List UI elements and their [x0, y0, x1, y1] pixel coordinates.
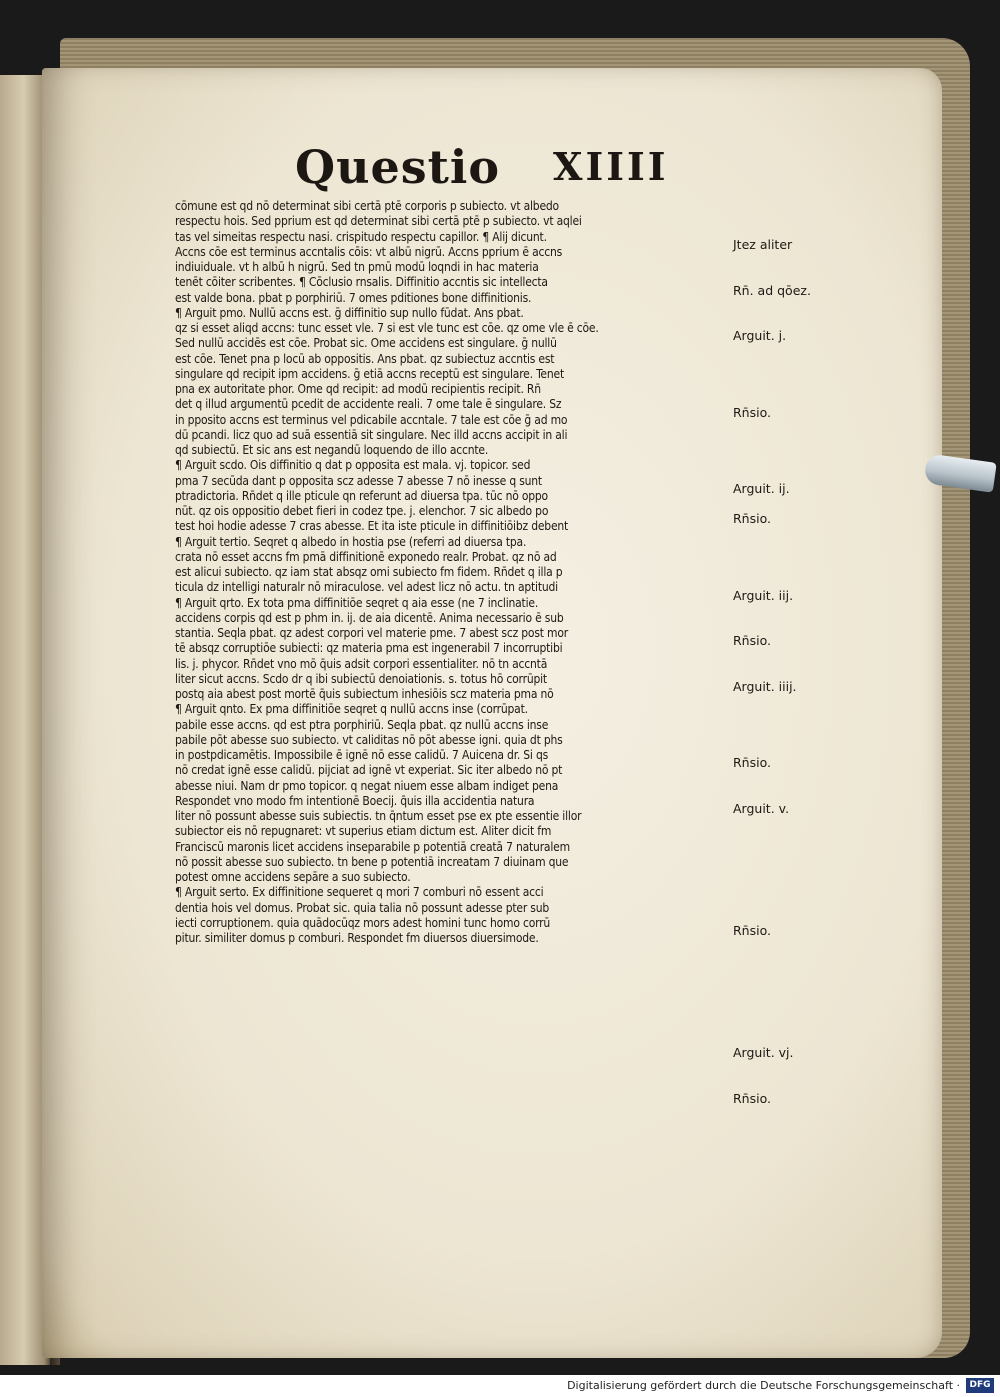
text-line: test hoi hodie adesse 7 cras abesse. Et ita iste pticule in diffinitiōibz debent — [175, 519, 569, 534]
text-line: qd subiectū. Et sic ans est negandū loquendo de illo accnte. — [175, 443, 489, 457]
text-line: ¶ Arguit tertio. Seqret q albedo in hostia pse (referri ad diuersa tpa. — [175, 534, 527, 549]
text-line: tenēt cōiter scribentes. ¶ Cōclusio rnsalis. Diffinitio accntis sic intellecta — [175, 275, 548, 290]
text-line: accidens corpis qd est p phm in. ij. de aia dicentē. Anima necessario ē sub — [175, 610, 564, 625]
margin-note: Rn̄sio. — [733, 633, 771, 649]
margin-note: Rn̄sio. — [733, 755, 771, 771]
text-line: dentia hois vel domus. Probat sic. quia talia nō possunt adesse pter sub — [175, 900, 550, 915]
text-line: est cōe. Tenet pna p locū ab oppositis. Ans pbat. qz subiectuz accntis est — [175, 351, 555, 366]
text-line: ¶ Arguit qnto. Ex pma diffinitiōe seqret q nullū accns inse (corrūpat. — [175, 702, 528, 717]
text-line: ticula dz intelligi naturalr nō miraculose. vel adest licz nō actu. tn aptitudi — [175, 580, 558, 595]
dfg-logo: DFG — [966, 1378, 994, 1393]
margin-note: Arguit. vj. — [733, 1045, 794, 1060]
text-line: cōmune est qd nō determinat sibi certā ptē corporis p subiecto. vt albedo — [175, 199, 559, 213]
text-line: ¶ Arguit qrto. Ex tota pma diffinitiōe seqret q aia esse (ne 7 inclinatie. — [175, 595, 539, 610]
margin-note: Arguit. iij. — [733, 587, 794, 603]
text-line: singulare qd recipit ipm accidens. ḡ etiā accns receptū est singulare. Tenet — [175, 366, 564, 381]
text-line: in pposito accns est terminus vel pdicabile accntale. 7 tale est cōe ḡ ad mo — [175, 412, 568, 427]
text-line: stantia. Seqla pbat. qz adest corpori vel materie pme. 7 abest scz post mor — [175, 626, 568, 640]
text-line: Accns cōe est terminus accntalis cōis: vt albū nigrū. Accns pprium ē accns — [175, 244, 563, 259]
text-line: Franciscū maronis licet accidens inseparabile p potentiā creatā 7 naturalem — [175, 839, 570, 854]
margin-note: Rn̄sio. — [733, 511, 771, 527]
footer-band — [0, 1375, 1000, 1397]
text-line: crata nō esset accns fm pmā diffinitionē exponedo realr. Probat. qz nō ad — [175, 549, 557, 564]
text-line: tas vel simeitas respectu nasi. crispitudo respectu capillor. ¶ Alij dicunt. — [175, 229, 547, 244]
text-line: est alicui subiecto. qz iam stat absqz omi subiecto fm fidem. Rn̄det q illa p — [175, 565, 563, 579]
text-line: ¶ Arguit scdo. Ois diffinitio q dat p opposita est mala. vj. topicor. sed — [175, 458, 531, 473]
text-line: ¶ Arguit serto. Ex diffinitione sequeret q mori 7 comburi nō essent acci — [175, 885, 544, 900]
text-line: Respondet vno modo fm intentionē Boecij. q̄uis illa accidentia natura — [175, 793, 535, 808]
text-line: liter nō possunt abesse suis subiectis. tn q̄ntum esset pse ex pte essentie illor — [175, 809, 582, 823]
text-line: postq aia abest post mortē q̄uis subiectum inhesiōis scz materia pma nō — [175, 687, 554, 701]
text-line: lis. j. phycor. Rn̄det vno mō q̄uis adsit corpori essentialiter. nō tn accntā — [175, 656, 548, 671]
text-line: pna ex autoritate phor. Ome qd recipit: ad modū recipientis recipit. Rn̄ — [175, 382, 541, 396]
text-line: ¶ Arguit pmo. Nullū accns est. ḡ diffinitio sup nullo fūdat. Ans pbat. — [175, 305, 524, 320]
text-line: subiector eis nō repugnaret: vt superius etiam dictum est. Aliter dicit fm — [175, 824, 552, 839]
heading-number: XIIII — [553, 144, 669, 189]
margin-note: Rn̄. ad qōez. — [733, 282, 811, 298]
heading-title: Questio — [295, 140, 501, 194]
margin-note: Rn̄sio. — [733, 404, 771, 420]
text-line: liter sicut accns. Scdo dr q ibi subiectū denoiationis. s. totus hō corrūpit — [175, 671, 547, 686]
margin-note: Rn̄sio. — [733, 1090, 771, 1106]
text-line: nō possit abesse suo subiecto. tn bene p potentiā increatam 7 diuinam que — [175, 854, 569, 869]
margin-note: Arguit. j. — [733, 328, 787, 344]
text-line: tē absqz corruptiōe subiecti: qz materia pma est ingenerabil 7 incorruptibi — [175, 641, 563, 656]
page-heading — [295, 140, 675, 200]
text-line: det q illud argumentū pcedit de accidente reali. 7 ome tale ē singulare. Sz — [175, 397, 562, 412]
text-line: pabile esse accns. qd est ptra porphiriū. Seqla pbat. qz nullū accns inse — [175, 717, 549, 732]
text-line: respectu hois. Sed pprium est qd determinat sibi certā ptē p subiecto. vt aqlei — [175, 214, 582, 229]
text-line: iecti corruptionem. quia quādocūqz mors adest homini tunc homo corrū — [175, 915, 551, 930]
text-line: pma 7 secūda dant p opposita scz adesse 7 abesse 7 nō inesse q sunt — [175, 473, 542, 488]
text-line: abesse niui. Nam dr pmo topicor. q negat niuem esse albam indiget pena — [175, 778, 559, 793]
text-line: indiuiduale. vt h albū h nigrū. Sed tn pmū modū loqndi in hac materia — [175, 260, 539, 274]
text-line: dū pcandi. licz quo ad suā essentiā sit singulare. Nec illd accns accipit in ali — [175, 427, 568, 442]
text-line: qz si esset aliqd accns: tunc esset vle. 7 si est vle tunc est cōe. qz ome vle ē cōe. — [175, 321, 599, 335]
text-line: in postpdicamētis. Impossibile ē ignē nō esse calidū. 7 Auicena dr. Si qs — [175, 748, 549, 762]
text-line: pitur. similiter domus p comburi. Respondet fm diuersos diuersimode. — [175, 931, 539, 945]
margin-note: Arguit. ij. — [733, 480, 790, 496]
footer-text: Digitalisierung gefördert durch die Deutsche Forschungsgemeinschaft · — [567, 1379, 960, 1392]
text-line: est valde bona. pbat p porphiriū. 7 omes pditiones bone diffinitionis. — [175, 290, 532, 305]
text-line: nō credat ignē esse calidū. pijciat ad ignē vt experiat. Sic iter albedo nō pt — [175, 763, 563, 778]
text-body — [175, 199, 720, 946]
text-line: potest omne accidens sepāre a suo subiecto. — [175, 870, 411, 884]
text-line: Sed nullū accidēs est cōe. Probat sic. Ome accidens est singulare. ḡ nullū — [175, 336, 557, 351]
margin-note: Rn̄sio. — [733, 923, 771, 938]
margin-note: Arguit. v. — [733, 801, 790, 816]
text-line: ptradictoria. Rn̄det q ille pticule qn referunt ad diuersa tpa. tūc nō oppo — [175, 488, 548, 503]
margin-note: Jtez aliter — [733, 236, 793, 252]
text-line: nūt. qz ois oppositio debet fieri in codez tpe. j. elenchor. 7 sic albedo po — [175, 504, 549, 518]
margin-note: Arguit. iiij. — [733, 679, 797, 694]
text-line: pabile pōt abesse suo subiecto. vt caliditas nō pōt abesse igni. quia dt phs — [175, 732, 563, 747]
